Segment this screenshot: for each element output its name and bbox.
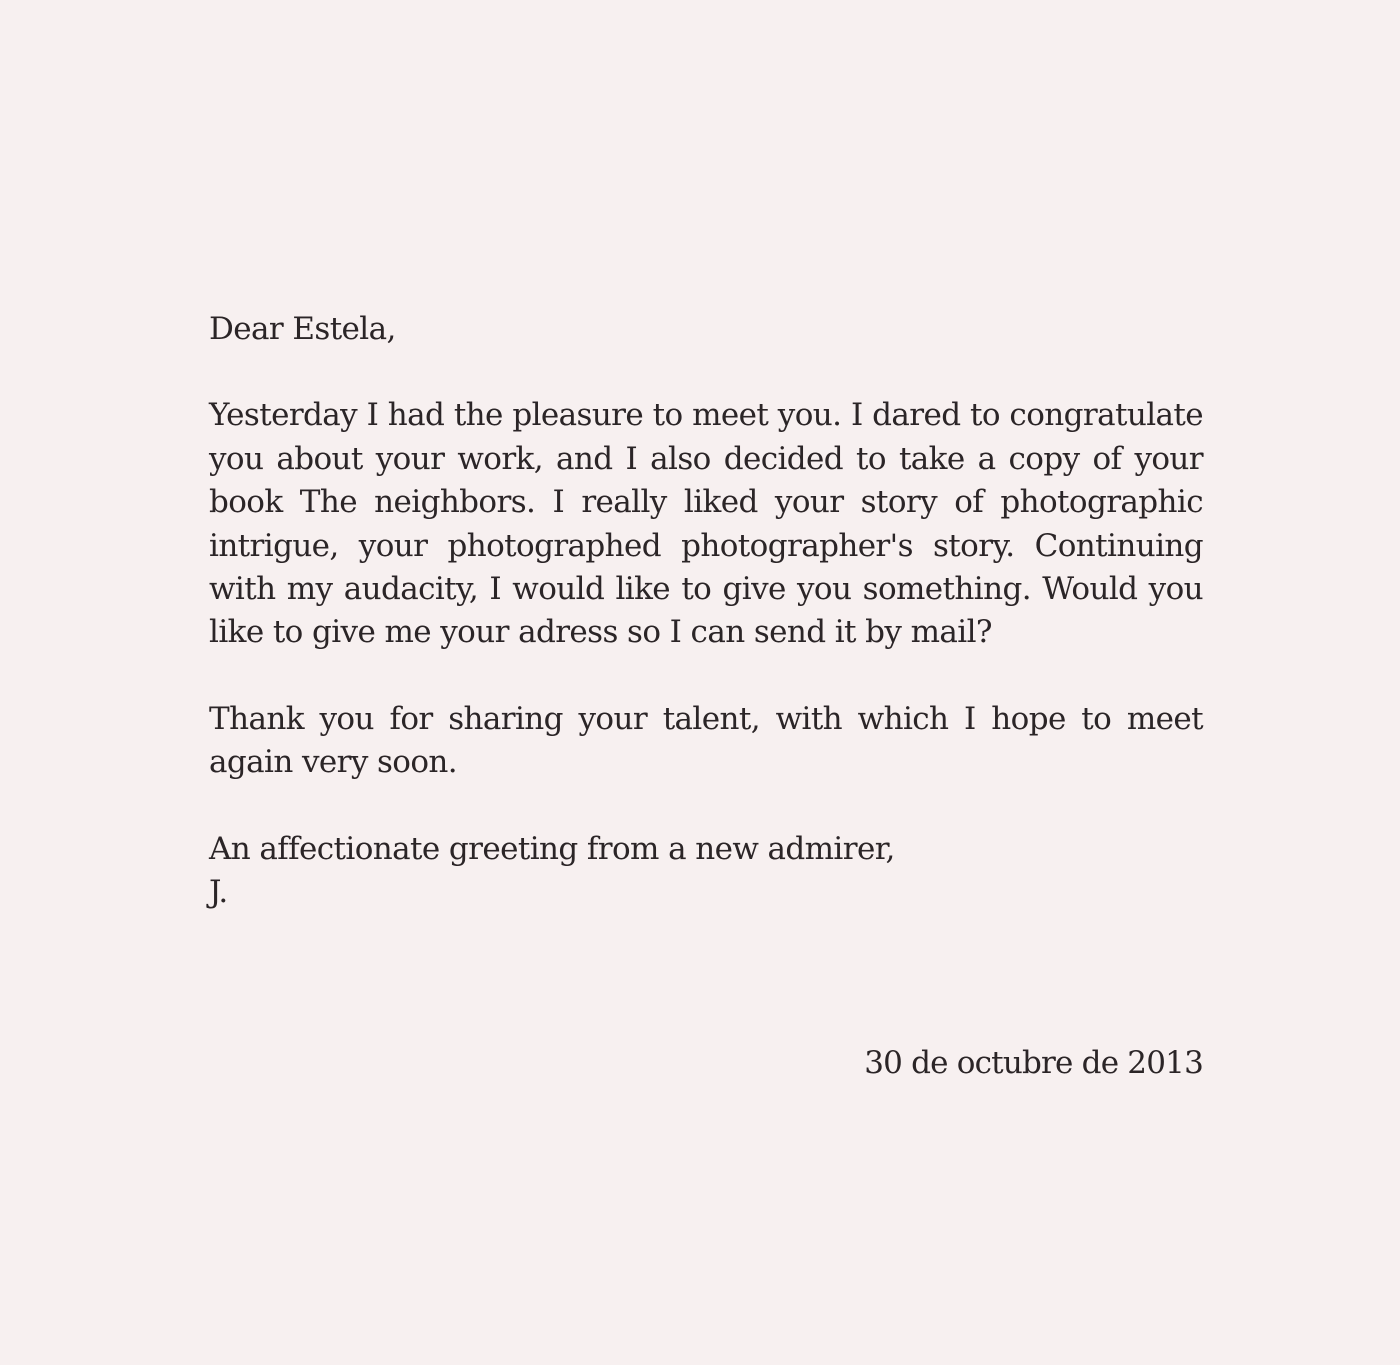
paragraph-thanks: Thank you for sharing your talent, with which I hope to meet again very soon. xyxy=(209,700,1203,781)
letter-date: 30 de octubre de 2013 xyxy=(864,1045,1203,1081)
salutation: Dear Estela, xyxy=(209,311,396,347)
signature: J. xyxy=(209,874,228,911)
letter-body xyxy=(209,308,1203,914)
closing-line: An affectionate greeting from a new admirer, xyxy=(209,830,895,867)
paragraph-intro: Yesterday I had the pleasure to meet you. I dared to congratulate you about your work, and I also decided to take a copy of your book The neighbors. I really liked your story of photographic intrigue, your photographed photographer's story. Continuing with my audacity, I would like to give you something. Would you like to give me your adress so I can send it by mail? xyxy=(209,397,1203,651)
